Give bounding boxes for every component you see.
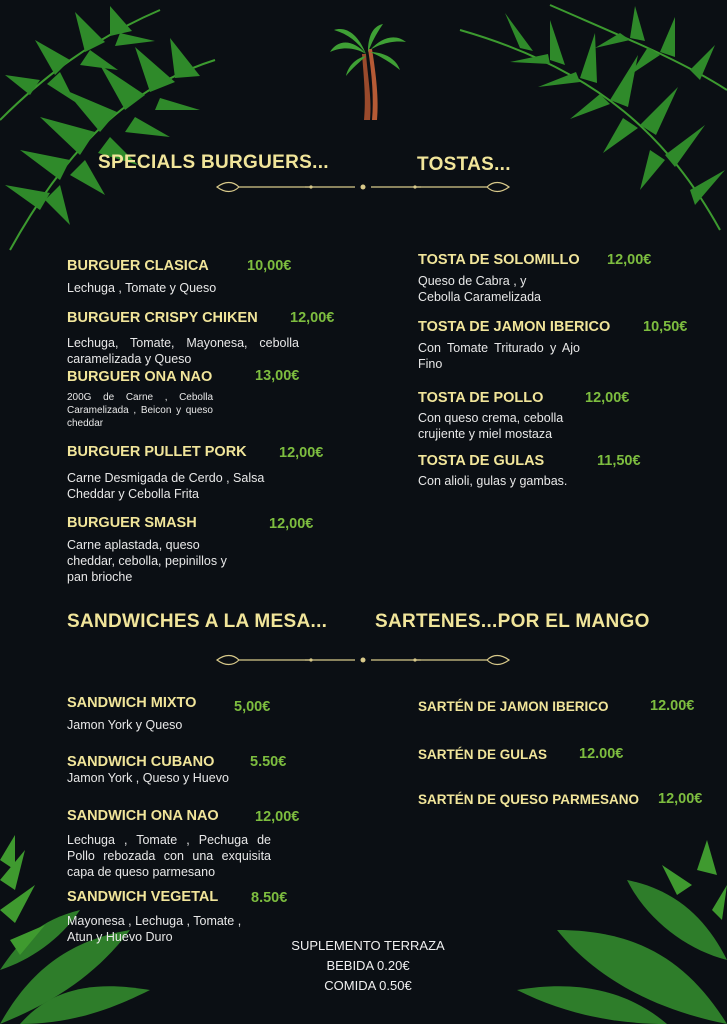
menu-item-name: BURGUER CRISPY CHIKEN <box>67 310 258 326</box>
menu-item-price: 12,00€ <box>269 516 314 532</box>
menu-item-name: SANDWICH ONA NAO <box>67 808 219 824</box>
menu-item-price: 5,00€ <box>234 699 271 715</box>
menu-item-name: SANDWICH MIXTO <box>67 695 197 711</box>
menu-item-price: 11,50€ <box>597 453 641 469</box>
menu-item-name: TOSTA DE JAMON IBERICO <box>418 319 611 335</box>
menu-item-price: 12,00€ <box>255 809 300 825</box>
menu-item-name: BURGUER CLASICA <box>67 258 209 274</box>
menu-item-description: Carne aplastada, queso cheddar, cebolla, pepinillos y pan brioche <box>67 538 227 584</box>
menu-item-description: Carne Desmigada de Cerdo , Salsa Cheddar y Cebolla Frita <box>67 471 265 501</box>
menu-item-description: 200G de Carne , Cebolla Caramelizada , Beicon y queso cheddar <box>67 392 213 429</box>
sartenes-section-title: SARTENES...POR EL MANGO <box>375 611 650 632</box>
menu-item-price: 10,00€ <box>247 258 292 274</box>
palm-leaf-bottom-right-icon <box>517 840 727 1024</box>
menu-item-price: 12,00€ <box>585 390 630 406</box>
menu-item-description: Lechuga , Tomate , Pechuga de Pollo rebozada con una exquisita capa de queso parmesano <box>67 833 271 879</box>
menu-item-description: Jamon York y Queso <box>67 718 183 732</box>
menu-item-name: TOSTA DE GULAS <box>418 453 545 469</box>
menu-item-description: Mayonesa , Lechuga , Tomate , Atun y Huevo Duro <box>67 914 242 944</box>
supplement-title: SUPLEMENTO TERRAZA <box>291 938 445 953</box>
menu-item-description: Jamon York , Queso y Huevo <box>67 771 229 785</box>
menu-item-description: Con alioli, gulas y gambas. <box>418 474 568 488</box>
sandwiches-section-title: SANDWICHES A LA MESA... <box>67 611 328 632</box>
menu-item-name: TOSTA DE SOLOMILLO <box>418 252 580 268</box>
ornamental-divider-middle <box>215 652 511 668</box>
tostas-section-title: TOSTAS... <box>417 154 511 175</box>
menu-item-price: 5.50€ <box>250 754 287 770</box>
menu-item-price: 12.00€ <box>579 746 624 762</box>
menu-item-name: SANDWICH CUBANO <box>67 754 215 770</box>
supplement-drink: BEBIDA 0.20€ <box>326 958 410 973</box>
palm-leaf-top-left-icon <box>0 0 230 270</box>
menu-item-name: BURGUER PULLET PORK <box>67 444 247 460</box>
menu-item-price: 8.50€ <box>251 890 288 906</box>
menu-item-price: 12,00€ <box>658 791 703 807</box>
menu-item-price: 13,00€ <box>255 368 300 384</box>
menu-item-price: 12,00€ <box>290 310 335 326</box>
supplement-food: COMIDA 0.50€ <box>324 978 412 993</box>
menu-item-name: BURGUER ONA NAO <box>67 369 213 385</box>
ornamental-divider-top <box>215 179 511 195</box>
menu-item-description: Lechuga , Tomate y Queso <box>67 281 217 295</box>
menu-item-description: Queso de Cabra , y Cebolla Caramelizada <box>418 274 541 304</box>
burgers-section-title: SPECIALS BURGUERS... <box>98 152 329 173</box>
menu-item-price: 10,50€ <box>643 319 688 335</box>
menu-item-name: SARTÉN DE GULAS <box>418 747 548 762</box>
menu-item-description: Lechuga, Tomate, Mayonesa, cebolla caramelizada y Queso <box>67 336 299 366</box>
menu-item-name: SARTÉN DE QUESO PARMESANO <box>418 792 640 807</box>
menu-item-price: 12,00€ <box>279 445 324 461</box>
menu-item-name: SARTÉN DE JAMON IBERICO <box>418 699 609 714</box>
menu-item-description: Con Tomate Triturado y Ajo Fino <box>418 341 580 371</box>
supplement-block <box>268 936 468 996</box>
menu-item-price: 12.00€ <box>650 698 695 714</box>
palm-leaf-top-right-icon <box>450 0 727 240</box>
palm-tree-logo-icon <box>328 24 408 122</box>
menu-item-name: TOSTA DE POLLO <box>418 390 544 406</box>
menu-item-price: 12,00€ <box>607 252 652 268</box>
menu-item-description: Con queso crema, cebolla crujiente y miel mostaza <box>418 411 564 441</box>
menu-item-name: SANDWICH VEGETAL <box>67 889 219 905</box>
menu-item-name: BURGUER SMASH <box>67 515 197 531</box>
